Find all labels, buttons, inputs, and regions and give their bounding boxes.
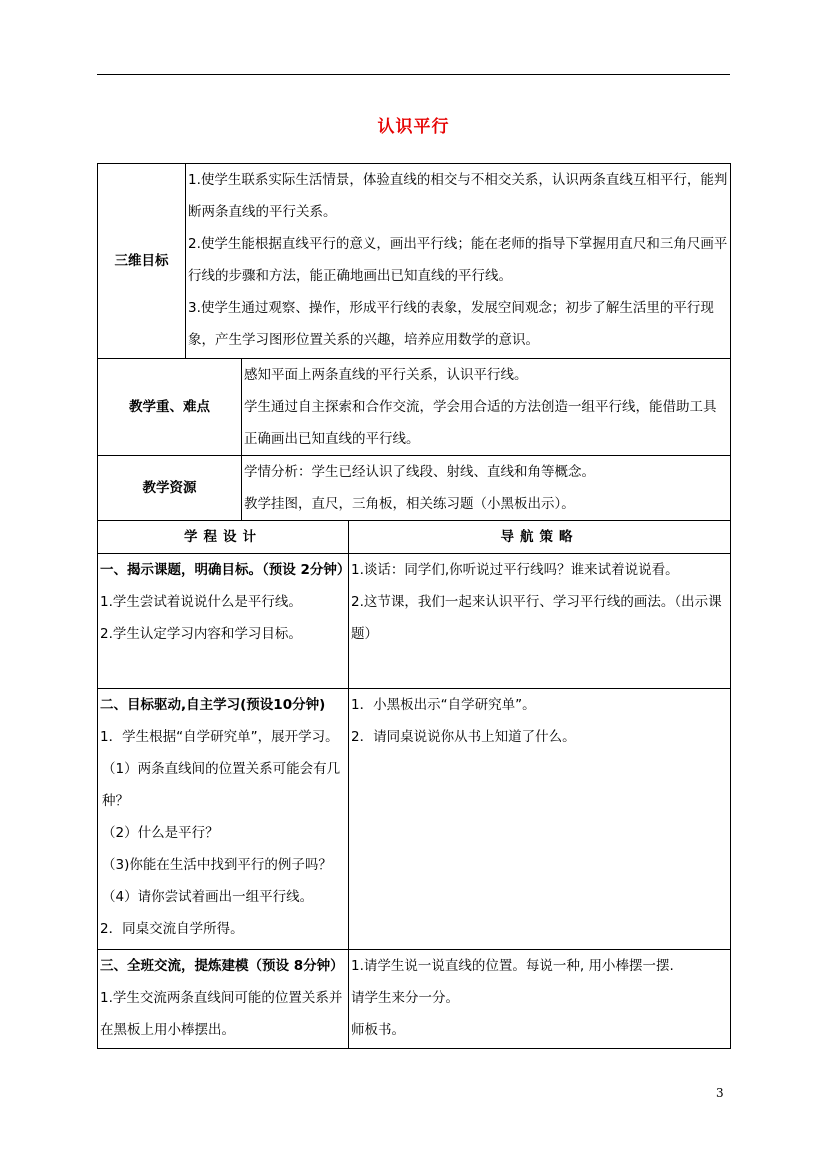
section-2-left — [98, 689, 349, 950]
page-number: 3 — [716, 1086, 724, 1100]
resources-label: 教学资源 — [98, 456, 242, 521]
column-header-row — [98, 521, 731, 554]
resources-content — [242, 456, 731, 521]
section-line: （1）两条直线间的位置关系可能会有几种？ — [102, 761, 341, 809]
strategy-line: 师板书。 — [351, 1022, 405, 1038]
section-1-left — [98, 554, 349, 689]
section-line: （3)你能在生活中找到平行的例子吗？ — [102, 857, 332, 873]
strategy-line: 1.请学生说一说直线的位置。每说一种, 用小棒摆一摆. — [351, 958, 674, 974]
section-row-3 — [98, 950, 731, 1049]
header-rule — [97, 74, 730, 75]
strategy-line: 2.这节课，我们一起来认识平行、学习平行线的画法。（出示课题） — [351, 594, 722, 642]
key-points-row — [98, 359, 731, 456]
page-title: 认识平行 — [377, 117, 450, 137]
section-line: （2）什么是平行？ — [102, 825, 219, 841]
key-point-item: 学生通过自主探索和合作交流，学会用合适的方法创造一组平行线，能借助工具正确画出已知直线的平行线。 — [244, 399, 717, 447]
section-title: 一、揭示课题，明确目标。（预设 2分钟） — [100, 562, 351, 578]
resources-row — [98, 456, 731, 521]
strategy-line: 1．小黑板出示“自学研究单”。 — [351, 697, 536, 713]
strategy-line: 1.谈话：同学们,你听说过平行线吗？谁来试着说说看。 — [351, 562, 679, 578]
resource-item: 教学挂图，直尺，三角板，相关练习题（小黑板出示）。 — [244, 496, 575, 512]
section-line: （4）请你尝试着画出一组平行线。 — [102, 889, 314, 905]
key-points-content — [242, 359, 731, 456]
resource-item: 学情分析：学生已经认识了线段、射线、直线和角等概念。 — [244, 464, 595, 480]
goals-content — [186, 164, 731, 359]
section-row-2 — [98, 689, 731, 950]
goals-row — [98, 164, 731, 359]
goal-item: 2.使学生能根据直线平行的意义，画出平行线；能在老师的指导下掌握用直尺和三角尺画平行线的步骤和方法，能正确地画出已知直线的平行线。 — [188, 236, 728, 284]
section-line: 1.学生尝试着说说什么是平行线。 — [100, 594, 302, 610]
section-line: 1．学生根据“自学研究单”，展开学习。 — [100, 729, 339, 745]
lesson-plan-table — [97, 163, 731, 1049]
strategy-line: 请学生来分一分。 — [351, 990, 459, 1006]
section-3-left — [98, 950, 349, 1049]
strategy-line: 2．请同桌说说你从书上知道了什么。 — [351, 729, 576, 745]
left-column-header: 学程设计 — [98, 521, 349, 554]
goal-item: 3.使学生通过观察、操作，形成平行线的表象，发展空间观念；初步了解生活里的平行现象，产生学习图形位置关系的兴趣，培养应用数学的意识。 — [188, 300, 714, 348]
section-3-right — [349, 950, 731, 1049]
key-point-item: 感知平面上两条直线的平行关系，认识平行线。 — [244, 367, 528, 383]
goals-label: 三维目标 — [98, 164, 186, 359]
goal-item: 1.使学生联系实际生活情景，体验直线的相交与不相交关系，认识两条直线互相平行，能判断两条直线的平行关系。 — [188, 172, 728, 220]
key-points-label: 教学重、难点 — [98, 359, 242, 456]
section-1-right — [349, 554, 731, 689]
section-row-1 — [98, 554, 731, 689]
right-column-header: 导航策略 — [349, 521, 731, 554]
section-line: 2．同桌交流自学所得。 — [100, 921, 244, 937]
section-line: 2.学生认定学习内容和学习目标。 — [100, 626, 302, 642]
section-title: 三、全班交流，提炼建模（预设 8分钟） — [100, 958, 344, 974]
section-2-right — [349, 689, 731, 950]
section-line: 1.学生交流两条直线间可能的位置关系并在黑板上用小棒摆出。 — [100, 990, 343, 1038]
section-title: 二、目标驱动,自主学习(预设10分钟) — [100, 697, 326, 713]
